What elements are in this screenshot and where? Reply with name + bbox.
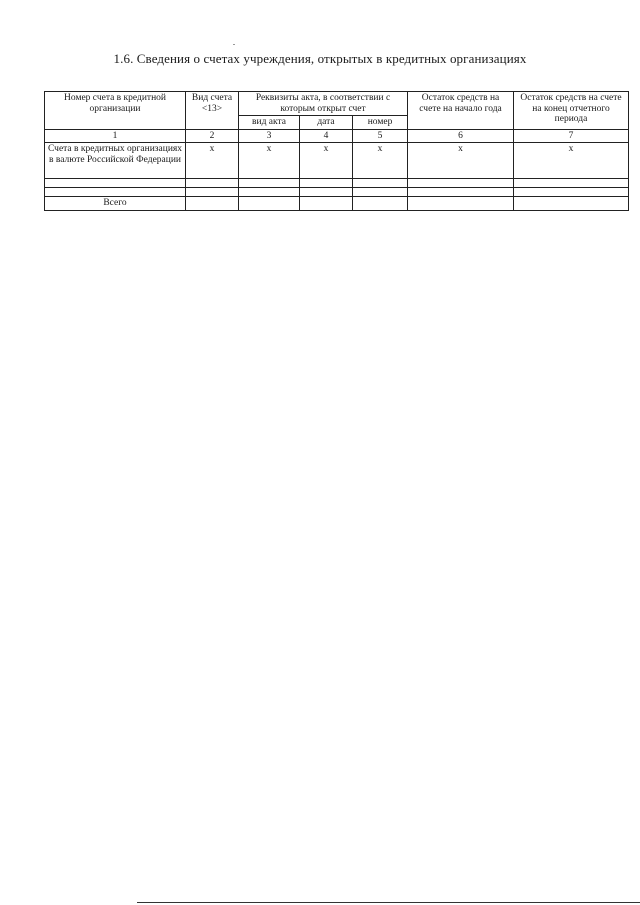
header-row: [45, 92, 629, 116]
column-number: 6: [408, 129, 514, 143]
column-numbers-row: [45, 129, 629, 143]
column-number: 2: [186, 129, 239, 143]
row-label: Счета в кредитных организациях в валюте Российской Федерации: [45, 143, 186, 179]
header-account-type: Вид счета <13>: [186, 92, 239, 130]
header-act-details: Реквизиты акта, в соответствии с которым открыт счет: [239, 92, 408, 116]
header-act-type: вид акта: [239, 116, 300, 130]
header-account-number: Номер счета в кредитной организации: [45, 92, 186, 130]
table-cell: x: [186, 143, 239, 179]
header-balance-end: Остаток средств на счете на конец отчетного периода: [514, 92, 629, 130]
accounts-table: [44, 91, 629, 211]
column-number: 4: [300, 129, 353, 143]
table-cell: x: [514, 143, 629, 179]
table-cell: x: [408, 143, 514, 179]
table-row: [45, 143, 629, 179]
column-number: 1: [45, 129, 186, 143]
column-number: 7: [514, 129, 629, 143]
table-cell: x: [300, 143, 353, 179]
header-balance-start: Остаток средств на счете на начало года: [408, 92, 514, 130]
column-number: 5: [353, 129, 408, 143]
empty-row: [45, 179, 629, 188]
total-row: [45, 197, 629, 211]
column-number: 3: [239, 129, 300, 143]
table-cell: x: [239, 143, 300, 179]
table-cell: x: [353, 143, 408, 179]
scan-edge-line: [137, 902, 640, 903]
empty-row: [45, 188, 629, 197]
header-act-date: дата: [300, 116, 353, 130]
section-title: 1.6. Сведения о счетах учреждения, открытых в кредитных организациях: [113, 51, 527, 66]
header-act-number: номер: [353, 116, 408, 130]
total-label: Всего: [45, 197, 186, 211]
scan-speck: [233, 44, 235, 45]
